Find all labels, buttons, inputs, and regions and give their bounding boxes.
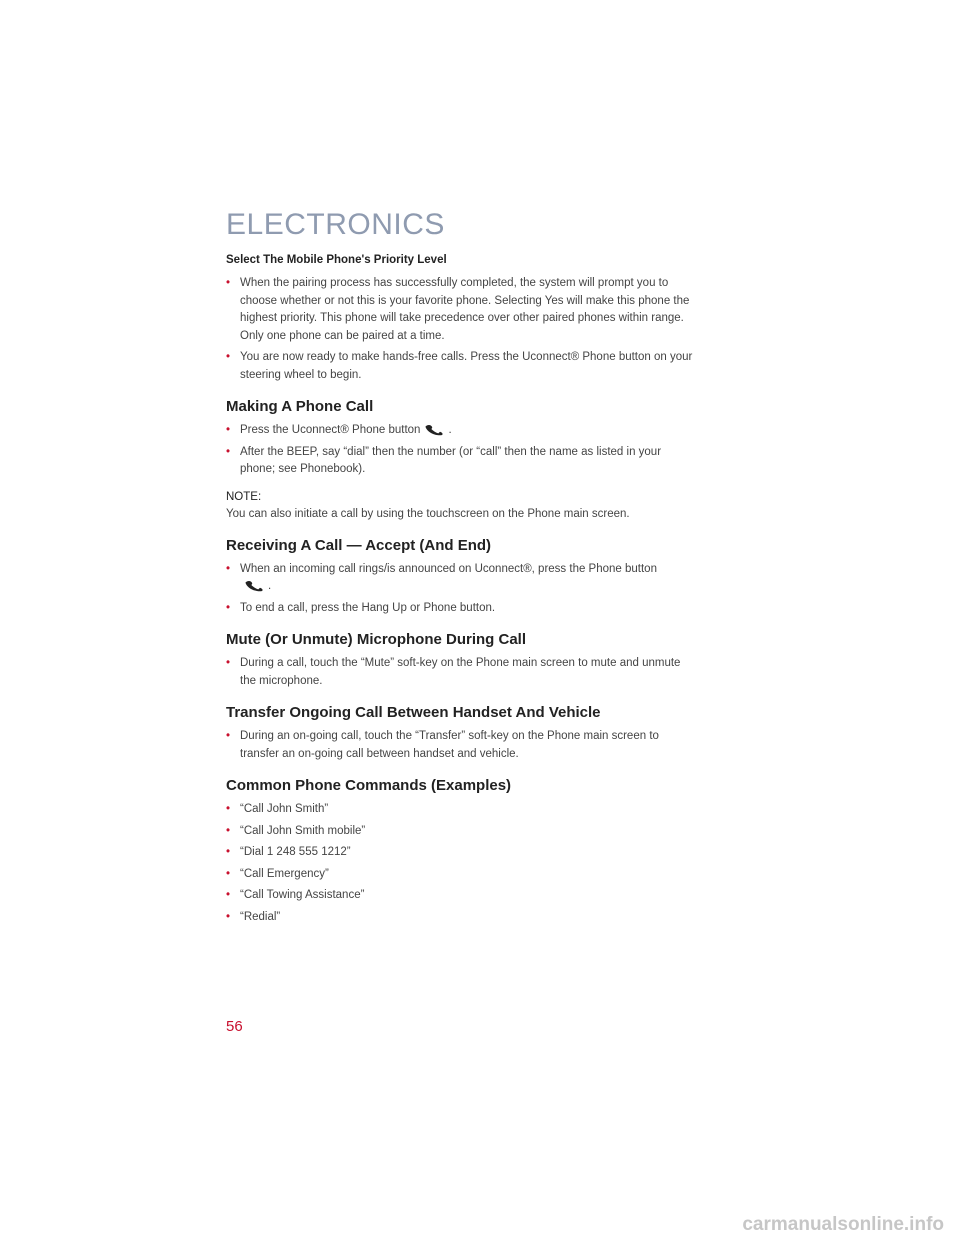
bullet-icon: •: [226, 803, 231, 815]
commands-list: [226, 801, 696, 926]
priority-heading: Select The Mobile Phone's Priority Level: [226, 254, 447, 266]
receiving-list: [226, 561, 696, 618]
page-number: 56: [226, 1018, 243, 1035]
bullet-icon: •: [226, 424, 231, 436]
list-item: • After the BEEP, say “dial” then the number (or “call” then the name as listed in your phone; see Phonebook).: [226, 445, 662, 475]
list-item: • Press the Uconnect® Phone button .: [226, 422, 696, 440]
list-item: • You are now ready to make hands-free calls. Press the Uconnect® Phone button on your steering wheel to begin.: [226, 351, 693, 381]
list-item: • During an on-going call, touch the “Transfer” soft-key on the Phone main screen to transfer an on-going call between handset and vehicle.: [226, 730, 659, 760]
bullet-icon: •: [226, 562, 231, 575]
list-item: • During a call, touch the “Mute” soft-key on the Phone main screen to mute and unmute the microphone.: [226, 657, 681, 687]
phone-icon: [423, 424, 445, 436]
phone-icon: [243, 580, 265, 592]
list-item: • “Dial 1 248 555 1212”: [226, 844, 696, 862]
list-item: • When the pairing process has successfully completed, the system will prompt you to choose whether or not this is your favorite phone. Selecting Yes will make this phone the highest priority. This phone will take precedence over other paired phones within range. Only one phone can be paired at a time.: [226, 277, 690, 342]
priority-list: [226, 275, 696, 384]
list-item: • “Call Towing Assistance”: [226, 887, 696, 905]
list-item: • “Call Emergency”: [226, 866, 696, 884]
transfer-list: [226, 728, 696, 763]
bullet-icon: •: [226, 824, 231, 837]
bullet-icon: •: [226, 889, 231, 901]
bullet-icon: •: [226, 657, 231, 669]
bullet-icon: •: [226, 601, 231, 614]
bullet-icon: •: [226, 910, 231, 923]
bullet-icon: •: [226, 445, 231, 458]
mute-heading: Mute (Or Unmute) Microphone During Call: [226, 631, 526, 648]
list-item: • “Call John Smith mobile”: [226, 823, 696, 841]
making-call-list: [226, 422, 696, 479]
list-item: • To end a call, press the Hang Up or Phone button.: [226, 600, 696, 618]
bullet-icon: •: [226, 277, 231, 289]
bullet-icon: •: [226, 730, 231, 742]
mute-list: [226, 655, 696, 690]
list-item: • “Call John Smith”: [226, 801, 696, 819]
watermark: carmanualsonline.info: [742, 1214, 944, 1235]
commands-heading: Common Phone Commands (Examples): [226, 777, 512, 794]
page-content: [226, 254, 696, 930]
list-item: • When an incoming call rings/is announced on Uconnect®, press the Phone button .: [226, 562, 657, 592]
bullet-icon: •: [226, 351, 231, 363]
making-call-heading: Making A Phone Call: [226, 398, 374, 415]
list-item: • “Redial”: [226, 909, 696, 927]
section-title: ELECTRONICS: [226, 208, 445, 241]
bullet-icon: •: [226, 846, 231, 858]
note-label: NOTE:: [226, 490, 262, 503]
transfer-heading: Transfer Ongoing Call Between Handset And Vehicle: [226, 704, 601, 721]
bullet-icon: •: [226, 867, 231, 880]
note-text: You can also initiate a call by using the touchscreen on the Phone main screen.: [226, 507, 630, 520]
receiving-heading: Receiving A Call — Accept (And End): [226, 536, 492, 554]
